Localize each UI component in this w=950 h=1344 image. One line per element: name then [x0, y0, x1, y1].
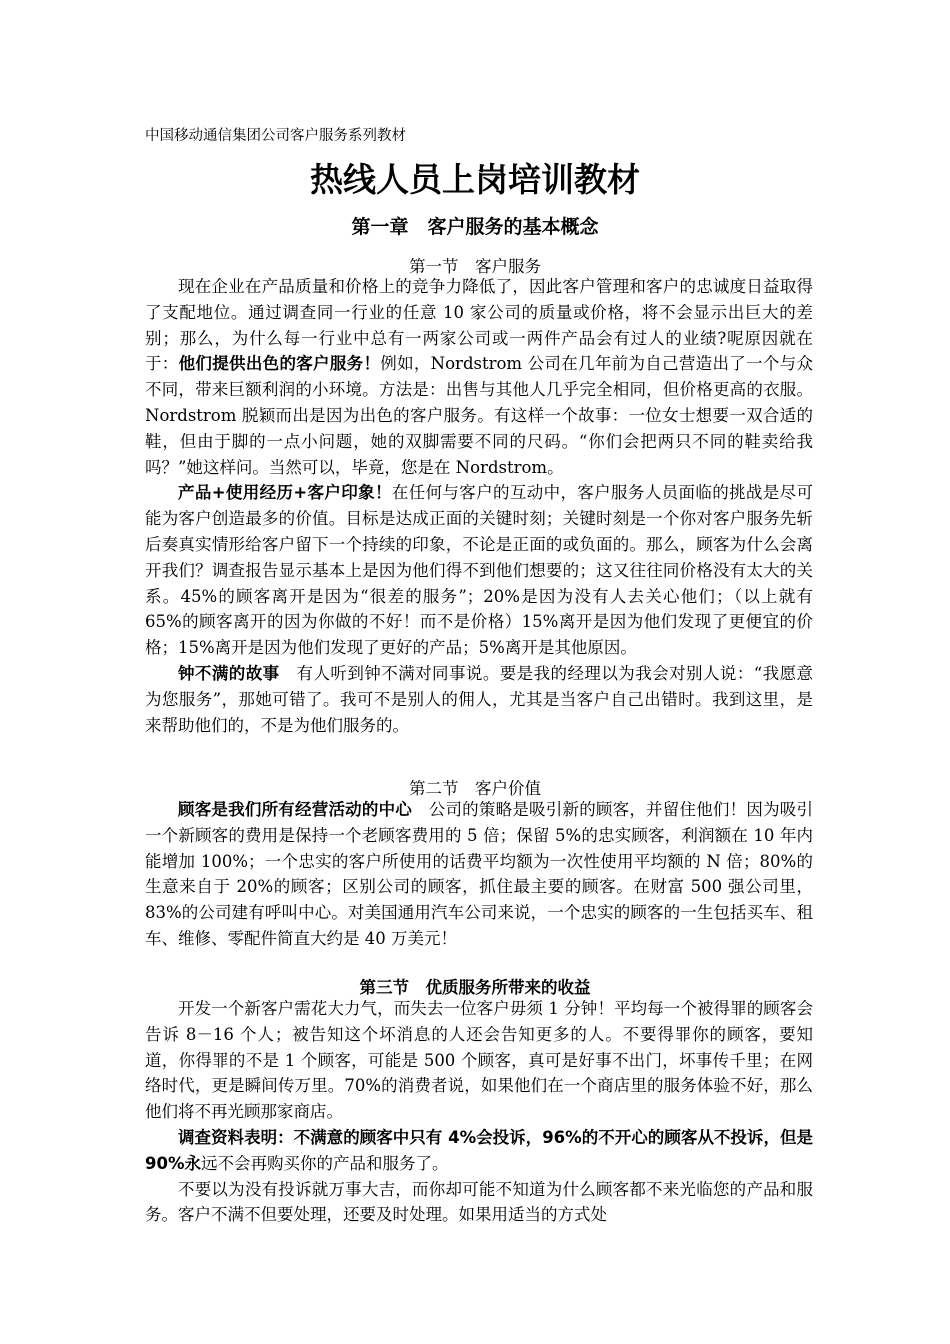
paragraph-lead: 钟不满的故事: [178, 663, 280, 683]
paragraph: [145, 996, 813, 1125]
paragraph-lead: 顾客是我们所有经营活动的中心: [178, 800, 413, 819]
paragraph: [145, 661, 813, 738]
section-title-1: 第一节 客户服务: [409, 257, 541, 276]
paragraph-text: 远不会再购买你的产品和服务了。: [201, 1153, 449, 1173]
paragraph: [145, 480, 813, 661]
paragraph-text: 例如，Nordstrom 公司在几年前为自己营造出了一个与众不同，带来巨额利润的小环境。方法是：出售与其他人几乎完全相同，但价格更高的衣服。Nordstrom 脱颖而出是因为出色的客户服务。有这样一个故事：一位女士想要一双合适的鞋，但由于脚的一点小问题，她的双脚需要不同的尺码。“你们会把两只不同的鞋卖给我吗？”她这样问。当然可以，毕竟，您是在 Nordstrom。: [145, 354, 813, 477]
paragraph-text: 公司的策略是吸引新的顾客，并留住他们！因为吸引一个新顾客的费用是保持一个老顾客费用的 5 倍；保留 5%的忠实顾客，利润额在 10 年内能增加 100%；一个忠实的客户所使用的话费平均额为一次性使用平均额的 N 倍；80%的生意来自于 20%的顾客；区别公司的顾客，抓住最主要的顾客。在财富 500 强公司里，83%的公司建有呼叫中心。对美国通用汽车公司来说，一个忠实的顾客的一生包括买车、租车、维修、零配件简直大约是 40 万美元！: [145, 800, 814, 948]
paragraph-text: 开发一个新客户需花大力气，而失去一位客户毋须 1 分钟！平均每一个被得罪的顾客会告诉 8－16 个人；被告知这个坏消息的人还会告知更多的人。不要得罪你的顾客，要知道，你得罪的不是 1 个顾客，可能是 500 个顾客，真可是好事不出门，坏事传千里；在网络时代，更是瞬间传万里。70%的消费者说，如果他们在一个商店里的服务体验不好，那么他们将不再光顾那家商店。: [145, 999, 813, 1122]
paragraph: [145, 1125, 813, 1177]
paragraph-text: 有人听到钟不满对同事说。要是我的经理以为我会对别人说：“我愿意为您服务”，那她可错了。我可不是别人的佣人，尤其是当客户自己出错时。我到这里，是来帮助他们的，不是为他们服务的。: [145, 663, 814, 735]
paragraph-lead: 调查资料表明：不满意的顾客中只有 4%会投诉，96%的不开心的顾客从不投诉，但是 90%永: [145, 1127, 813, 1173]
paragraph: [145, 797, 813, 952]
section-title-2: 第二节 客户价值: [409, 779, 541, 798]
paragraph: [145, 1177, 813, 1229]
document-header: 中国移动通信集团公司客户服务系列教材: [145, 128, 406, 144]
paragraph-text: 在任何与客户的互动中，客户服务人员面临的挑战是尽可能为客户创造最多的价值。目标是达成正面的关键时刻；关键时刻是一个你对客户服务先斩后奏真实情形给客户留下一个持续的印象，不论是正面的或负面的。那么，顾客为什么会离开我们？调查报告显示基本上是因为他们得不到他们想要的；这又往往同价格没有太大的关系。45%的顾客离开是因为“很差的服务”；20%是因为没有人去关心他们；（以上就有 65%的顾客离开的因为你做的不好！而不是价格）15%离开是因为他们发现了更便宜的价格；15%离开是因为他们发现了更好的产品；5%离开是其他原因。: [145, 483, 813, 658]
paragraph: [145, 274, 813, 480]
paragraph-lead: 产品+使用经历+客户印象！: [178, 483, 392, 503]
paragraph-text: 现在企业在产品质量和价格上的竞争力降低了，因此客户管理和客户的忠诚度日益取得了支配地位。通过调查同一行业的任意 10 家公司的质量或价格，将不会显示出巨大的差别；那么，为什么每一行业中总有一两家公司或一两件产品会有过人的业绩?呢原因就在于：: [145, 277, 813, 374]
section-3-body: [145, 996, 813, 1228]
chapter-title: 第一章 客户服务的基本概念: [351, 216, 599, 238]
section-title-3: 第三节 优质服务所带来的收益: [359, 978, 591, 997]
paragraph-text: 不要以为没有投诉就万事大吉，而你却可能不知道为什么顾客都不来光临您的产品和服务。客户不满不但要处理，还要及时处理。如果用适当的方式处: [145, 1179, 813, 1225]
section-1-body: [145, 274, 813, 738]
section-2-body: [145, 797, 813, 952]
emphasis-text: 他们提供出色的客户服务！: [178, 354, 381, 374]
document-title: 热线人员上岗培训教材: [310, 160, 640, 199]
